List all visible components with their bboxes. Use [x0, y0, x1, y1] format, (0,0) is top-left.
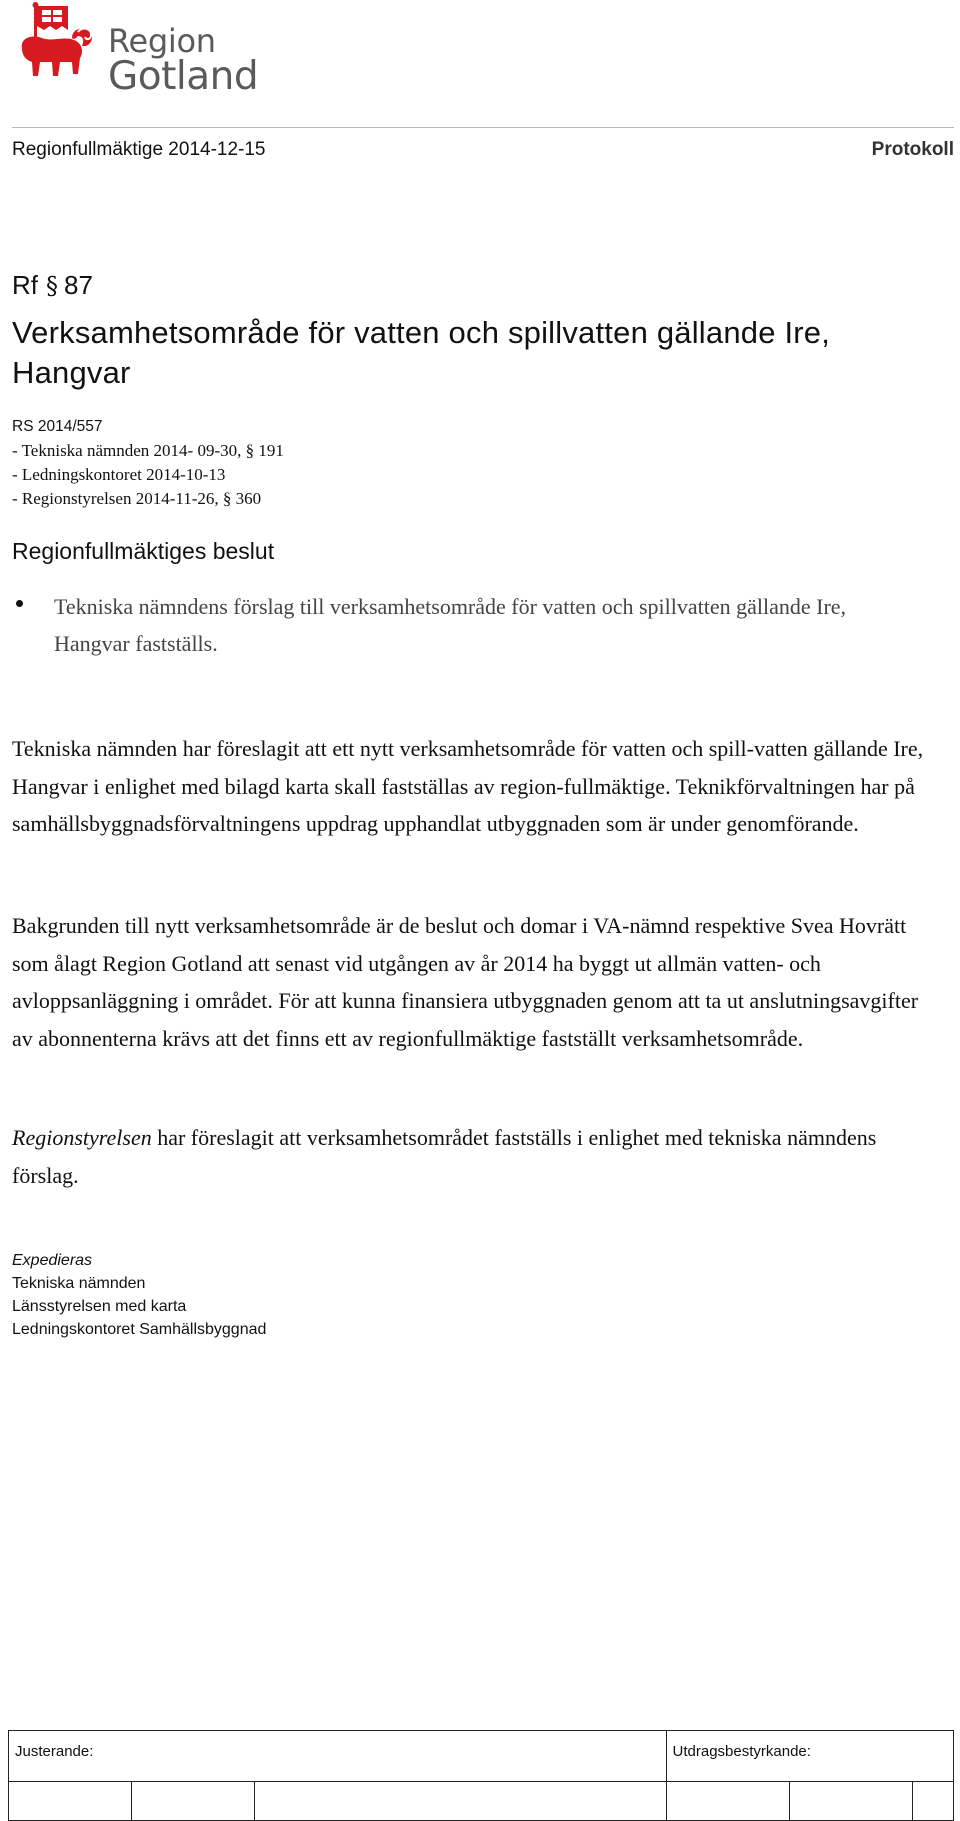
utdrag-label: Utdragsbestyrkande:	[672, 1743, 811, 1760]
reference-item: - Regionstyrelsen 2014-11-26, § 360	[12, 489, 262, 508]
page-title: Verksamhetsområde för vatten och spillvatten gällande Ire, Hangvar	[12, 315, 831, 390]
reference-item: - Tekniska nämnden 2014- 09-30, § 191	[12, 441, 284, 460]
region-gotland-logo	[12, 0, 259, 99]
body-paragraph-3: Regionstyrelsen har föreslagit att verksamhetsområdet fastställs i enlighet med tekniska nämndens förslag.	[12, 1125, 877, 1188]
reference-item: - Ledningskontoret 2014-10-13	[12, 465, 226, 484]
distribution-item: Tekniska nämnden	[12, 1275, 146, 1292]
distribution-item: Länsstyrelsen med karta	[12, 1298, 187, 1315]
logo-region-text: Region	[108, 22, 216, 60]
justerande-label: Justerande:	[15, 1743, 94, 1760]
decision-bullet	[12, 588, 912, 662]
case-number: RS 2014/557	[12, 418, 103, 435]
signature-box	[255, 1782, 667, 1821]
paragraph-symbol: §	[46, 272, 58, 300]
meeting-title: Regionfullmäktige 2014-12-15	[12, 139, 266, 160]
signature-box	[666, 1782, 789, 1821]
section-prefix: Rf	[12, 270, 38, 300]
justerande-cell	[9, 1731, 667, 1782]
signature-table	[8, 1730, 954, 1821]
header-divider	[12, 127, 954, 128]
body-paragraph-1: Tekniska nämnden har föreslagit att ett nytt verksamhetsområde för vatten och spill-vatten gällande Ire, Hangvar i enlighet med bilagd karta skall fastställas av region-fullmäktige. Teknikförvaltningen har på samhällsbyggnadsförvaltningens uppdrag upphandlat utbyggnaden som är under genomförande.	[12, 736, 924, 836]
section-number: 87	[64, 270, 93, 300]
utdrag-cell	[666, 1731, 953, 1782]
emphasized-body-name: Regionstyrelsen	[12, 1125, 152, 1150]
distribution-heading: Expedieras	[12, 1252, 93, 1269]
decision-heading: Regionfullmäktiges beslut	[12, 538, 275, 564]
document-type: Protokoll	[871, 139, 954, 160]
decision-bullet-text: Tekniska nämndens förslag till verksamhetsområde för vatten och spillvatten gällande Ire, Hangvar fastställs.	[54, 594, 847, 656]
gotland-ram-banner-icon	[12, 0, 102, 90]
reference-block	[12, 415, 284, 511]
body-paragraph-2: Bakgrunden till nytt verksamhetsområde är de beslut och domar i VA-nämnd respektive Svea Hovrätt som ålagt Region Gotland att senast vid utgången av år 2014 ha byggt ut allmän vatten- och avloppsanläggning i området. För att kunna finansiera utbyggnaden genom att ta ut anslutningsavgifter av abonnenterna krävs att det finns ett av regionfullmäktige fastställt verksamhetsområde.	[12, 913, 919, 1051]
distribution-item: Ledningskontoret Samhällsbyggnad	[12, 1321, 267, 1338]
bullet-icon	[16, 600, 23, 607]
section-id	[12, 270, 93, 301]
signature-box	[9, 1782, 132, 1821]
logo-gotland-text: Gotland	[108, 54, 259, 99]
signature-box	[912, 1782, 953, 1821]
signature-box	[132, 1782, 255, 1821]
signature-box	[789, 1782, 912, 1821]
distribution-list	[12, 1249, 266, 1341]
